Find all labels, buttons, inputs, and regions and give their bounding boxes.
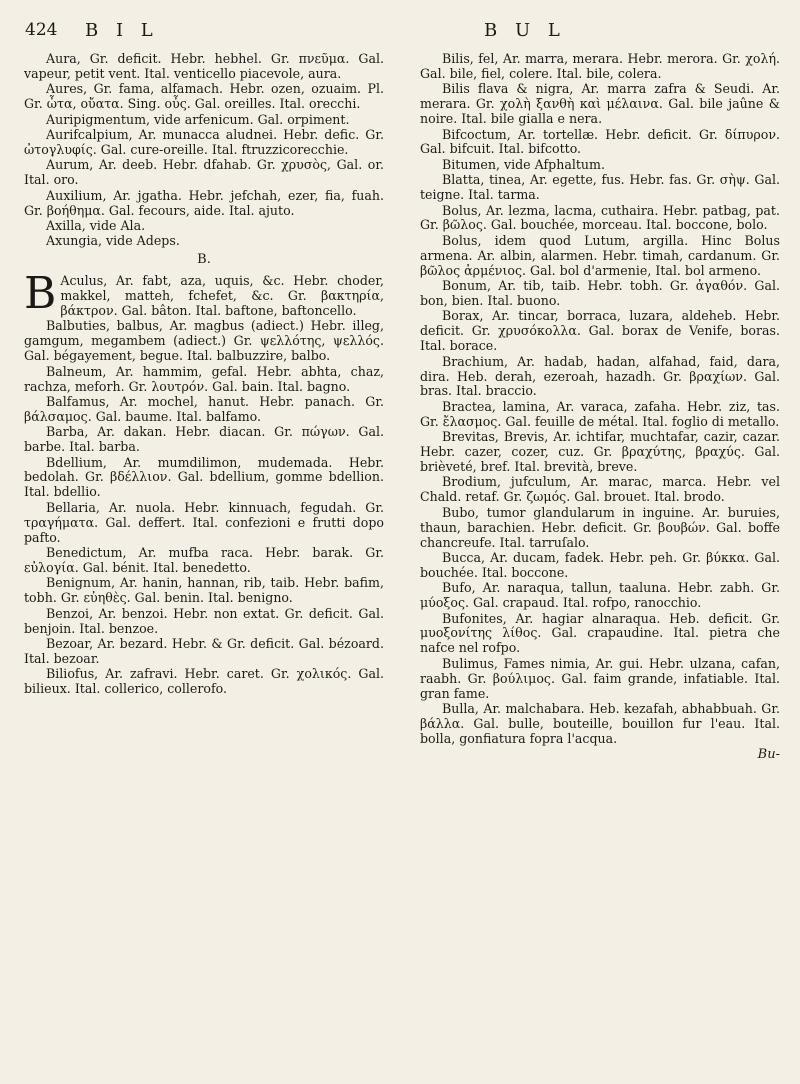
catchword: Bu- — [757, 746, 780, 762]
page-number: 424 — [25, 20, 58, 40]
entry-bulimus: Bulimus, Fames nimia, Ar. gui. Hebr. ulzana, cafan, raabh. Gr. βούλιμος. Gal. faim grande, infatiable. Ital. gran fame. — [420, 655, 780, 701]
right-running-head: B U L — [484, 20, 566, 41]
entry-benzoi: Benzoi, Ar. benzoi. Hebr. non extat. Gr. deficit. Gal. benjoin. Ital. benzoe. — [24, 605, 384, 636]
entry-blatta: Blatta, tinea, Ar. egette, fus. Hebr. fas. Gr. σὴψ. Gal. teigne. Ital. tarma. — [420, 172, 780, 203]
entry-axungia: Axungia, vide Adeps. — [46, 233, 180, 249]
drop-cap: B — [24, 268, 57, 320]
entry-borax: Borax, Ar. tincar, borraca, luzara, aldeheb. Hebr. deficit. Gr. χρυσόκολλα. Gal. borax de Venife, boras. Ital. borace. — [420, 308, 780, 354]
entry-bellaria: Bellaria, Ar. nuola. Hebr. kinnuach, fegudah. Gr. τραγήματα. Gal. deffert. Ital. confezioni e frutti dopo pafto. — [24, 499, 384, 545]
entry-aurum: Aurum, Ar. deeb. Hebr. dfahab. Gr. χρυσὸς, Gal. or. Ital. oro. — [24, 157, 384, 188]
section-letter-b: B. — [197, 252, 211, 268]
entry-auxilium: Auxilium, Ar. jgatha. Hebr. jefchah, ezer, fia, fuah. Gr. βοήθημα. Gal. fecours, aide. Ital. ajuto. — [24, 187, 384, 218]
entry-brachium: Brachium, Ar. hadab, hadan, alfahad, faid, dara, dira. Heb. derah, ezeroah, hazadh. Gr. βραχίων. Gal. bras. Ital. braccio. — [420, 353, 780, 399]
entry-aures: Aures, Gr. fama, alfamach. Hebr. ozen, ozuaim. Pl. Gr. ὦτα, οὔατα. Sing. οὖς. Gal. oreilles. Ital. orecchi. — [24, 81, 384, 112]
entry-balfamus: Balfamus, Ar. mochel, hanut. Hebr. panach. Gr. βάλσαμος. Gal. baume. Ital. balfamo. — [24, 393, 384, 424]
entry-balbuties: Balbuties, balbus, Ar. magbus (adiect.) Hebr. illeg, gamgum, megambem (adiect.) Gr. ψελλότης, ψελλός. Gal. bégayement, begue. Ital. balbuzzire, balbo. — [24, 318, 384, 364]
entry-axilla: Axilla, vide Ala. — [46, 217, 146, 233]
right-column — [420, 52, 780, 763]
entry-bdellium: Bdellium, Ar. mumdilimon, mudemada. Hebr. bedolah. Gr. βδέλλιον. Gal. bdellium, gomme bdellion. Ital. bdellio. — [24, 454, 384, 500]
entry-aurifcalpium: Aurifcalpium, Ar. munacca aludnei. Hebr. defic. Gr. ὠτογλυφίς. Gal. cure-oreille. Ital. ftruzzicorecchie. — [24, 127, 384, 157]
entry-brevitas: Brevitas, Brevis, Ar. ichtifar, muchtafar, cazir, cazar. Hebr. cazer, cozer, cuz. Gr. βραχύτης, βραχύς. Gal. brièveté, bref. Ital. brevità, breve. — [420, 429, 780, 474]
entry-bitumen: Bitumen, vide Afphaltum. — [442, 156, 605, 172]
entry-biliofus: Biliofus, Ar. zafravi. Hebr. caret. Gr. χολικός. Gal. bilieux. Ital. collerico, collerofo. — [24, 666, 384, 697]
entry-auripigmentum: Auripigmentum, vide arfenicum. Gal. orpiment. — [46, 111, 350, 127]
entry-brodium: Brodium, jufculum, Ar. marac, marca. Hebr. vel Chald. retaf. Gr. ζωμός. Gal. brouet. Ital. brodo. — [420, 474, 780, 505]
entry-baculus — [24, 268, 384, 320]
entry-bucca: Bucca, Ar. ducam, fadek. Hebr. peh. Gr. βύκκα. Gal. bouchée. Ital. boccone. — [420, 549, 780, 580]
entry-baculus-text: Aculus, Ar. fabt, aza, uquis, &c. Hebr. choder, makkel, matteh, fchefet, &c. Gr. βακτηρία, βάκτρον. Gal. bâton. Ital. baftone, baftoncello. — [60, 273, 384, 318]
left-running-head: B I L — [85, 20, 159, 41]
entry-bufo: Bufo, Ar. naraqua, tallun, taaluna. Hebr. zabh. Gr. μύοξος. Gal. crapaud. Ital. rofpo, ranocchio. — [420, 580, 780, 611]
entry-balneum: Balneum, Ar. hammim, gefal. Hebr. abhta, chaz, rachza, meforh. Gr. λουτρόν. Gal. bain. Ital. bagno. — [24, 363, 384, 394]
entry-bulla: Bulla, Ar. malchabara. Heb. kezafah, abhabbuah. Gr. βάλλα. Gal. bulle, bouteille, bouillon fur l'eau. Ital. bolla, gonfiatura fopra l'acqua. — [420, 700, 780, 746]
left-column — [24, 52, 384, 698]
entry-aura: Aura, Gr. deficit. Hebr. hebhel. Gr. πνεῦμα. Gal. vapeur, petit vent. Ital. venticello piacevole, aura. — [24, 51, 384, 81]
entry-bilis: Bilis, fel, Ar. marra, merara. Hebr. merora. Gr. χολή. Gal. bile, fiel, colere. Ital. bile, colera. — [420, 51, 780, 81]
entry-benignum: Benignum, Ar. hanin, hannan, rib, taib. Hebr. bafim, tobh. Gr. εὐηθὲς. Gal. benin. Ital. benigno. — [24, 575, 384, 606]
entry-bractea: Bractea, lamina, Ar. varaca, zafaha. Hebr. ziz, tas. Gr. ἔλασμος. Gal. feuille de métal. Ital. foglio di metallo. — [420, 398, 780, 429]
entry-bilis-flava: Bilis flava & nigra, Ar. marra zafra & Seudi. Ar. merara. Gr. χολὴ ξανθὴ καὶ μέλαινα. Gal. bile jaûne & noire. Ital. bile gialla e nera. — [420, 81, 780, 127]
entry-barba: Barba, Ar. dakan. Hebr. diacan. Gr. πώγων. Gal. barbe. Ital. barba. — [24, 424, 384, 455]
running-header — [0, 20, 800, 46]
entry-bolus-armena: Bolus, idem quod Lutum, argilla. Hinc Bolus armena. Ar. albin, alarmen. Hebr. timah, cardanum. Gr. βῶλος ἀρμένιος. Gal. bol d'armenie, Ital. bol armeno. — [420, 232, 780, 278]
entry-bonum: Bonum, Ar. tib, taib. Hebr. tobh. Gr. ἀγαθόν. Gal. bon, bien. Ital. buono. — [420, 278, 780, 308]
entry-bolus: Bolus, Ar. lezma, lacma, cuthaira. Hebr. patbag, pat. Gr. βῶλος. Gal. bouchée, morceau. Ital. boccone, bolo. — [420, 202, 780, 233]
entry-benedictum: Benedictum, Ar. mufba raca. Hebr. barak. Gr. εὐλογία. Gal. bénit. Ital. benedetto. — [24, 545, 384, 575]
entry-bifcoctum: Bifcoctum, Ar. tortellæ. Hebr. deficit. Gr. δίπυρον. Gal. bifcuit. Ital. bifcotto. — [420, 126, 780, 157]
entry-bufonites: Bufonites, Ar. hagiar alnaraqua. Heb. deficit. Gr. μυοξονίτης λίθος. Gal. crapaudine. Ital. pietra che nafce nel rofpo. — [420, 610, 780, 656]
entry-bubo: Bubo, tumor glandularum in inguine. Ar. buruies, thaun, barachien. Hebr. deficit. Gr. βουβών. Gal. boffe chancreufe. Ital. tarruſalo. — [420, 504, 780, 550]
entry-bezoar: Bezoar, Ar. bezard. Hebr. & Gr. deficit. Gal. bézoard. Ital. bezoar. — [24, 635, 384, 666]
